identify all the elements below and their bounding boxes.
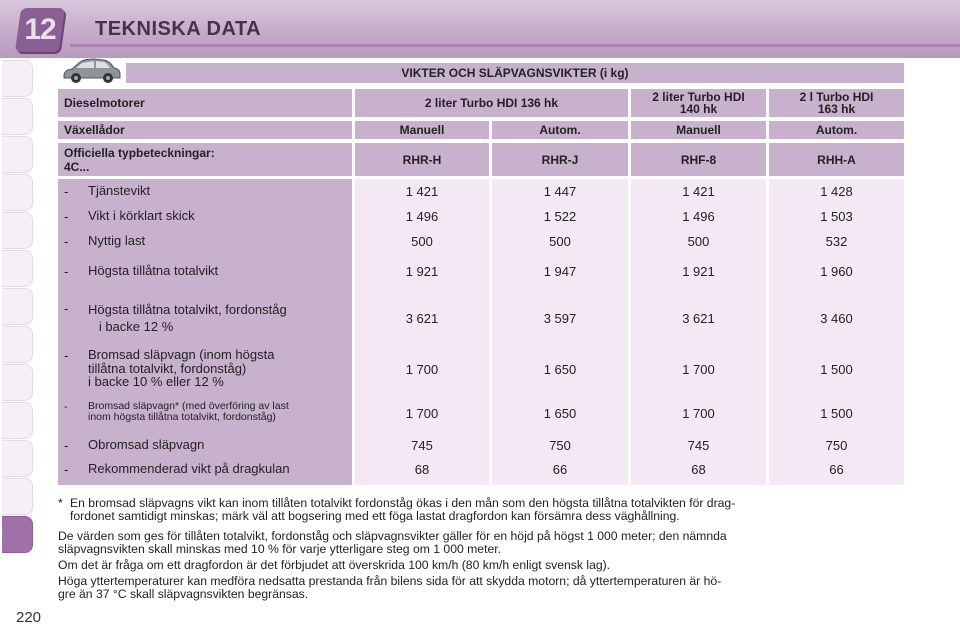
row-value: 3 621	[682, 311, 715, 326]
row-value: 750	[549, 438, 571, 453]
row-value: 3 597	[543, 311, 577, 326]
row-value: 1 650	[543, 362, 577, 377]
chapter-tabs	[0, 58, 40, 618]
row-label: Högsta tillåtna totalvikt	[88, 263, 219, 278]
row-value: 1 500	[820, 406, 853, 421]
engine-row	[58, 89, 904, 117]
gearbox-col: Autom.	[492, 121, 628, 139]
row-value: 1 496	[682, 209, 715, 224]
row-value: 1 447	[543, 184, 577, 199]
note-paragraph: Om det är fråga om ett dragfordon är det förbjudet att överskrida 100 km/h (80 km/h enligt svensk lag).	[58, 558, 611, 572]
chapter-tab[interactable]	[2, 250, 33, 287]
row-value: 500	[411, 234, 433, 249]
car-icon	[60, 56, 122, 86]
row-label: Högsta tillåtna totalvikt, fordonståg i backe 12 %	[88, 302, 287, 334]
row-value: 3 460	[820, 311, 853, 326]
row-label: Bromsad släpvagn (inom högsta tillåtna totalvikt, fordonståg) i backe 10 % eller 12 %	[88, 347, 275, 389]
chapter-tab[interactable]	[2, 212, 33, 249]
footnote-star: *	[58, 496, 63, 510]
row-value: 750	[825, 438, 848, 453]
chapter-tab[interactable]	[2, 98, 33, 135]
chapter-tab[interactable]	[2, 174, 33, 211]
row-label: Nyttig last	[88, 233, 146, 248]
gearbox-label: Växellådor	[58, 121, 352, 139]
row-value: 1 700	[682, 406, 715, 421]
chapter-tab[interactable]	[2, 478, 33, 515]
type-col: RHF-8	[631, 143, 766, 176]
page-header	[0, 0, 960, 58]
engine-col: 2 l Turbo HDI 163 hk	[769, 89, 904, 117]
row-label: Vikt i körklart skick	[88, 208, 195, 223]
header-divider	[70, 44, 960, 47]
row-value: 500	[687, 234, 710, 249]
row-value: 532	[825, 234, 848, 249]
row-value: 1 522	[543, 209, 577, 224]
row-value: 1 503	[820, 209, 853, 224]
footnote-text: En bromsad släpvagns vikt kan inom tillåten totalvikt fordonståg ökas i den mån som den högsta tillåtna totalvikten för drag- fordonet samtidigt minskas; märk väl att bogsering med ett föga lastat dragfordon kan försämra dess väghållning.	[70, 496, 736, 523]
type-col: RHR-J	[492, 143, 628, 176]
row-value: 1 421	[682, 184, 715, 199]
chapter-tab[interactable]	[2, 288, 33, 325]
footnote	[58, 497, 908, 523]
engine-label: Dieselmotorer	[58, 89, 352, 117]
chapter-tab[interactable]	[2, 326, 33, 363]
row-value: 1 500	[820, 362, 853, 377]
type-col: RHR-H	[355, 143, 489, 176]
row-value: 68	[691, 462, 706, 477]
row-label: Tjänstevikt	[88, 183, 151, 198]
gearbox-col: Manuell	[355, 121, 489, 139]
chapter-tab[interactable]	[2, 440, 33, 477]
chapter-number: 12	[24, 13, 56, 46]
row-value: 1 921	[682, 264, 715, 279]
row-value: 1 700	[682, 362, 715, 377]
row-value: 1 700	[405, 406, 439, 421]
chapter-tab[interactable]	[2, 136, 33, 173]
gearbox-col: Manuell	[631, 121, 766, 139]
chapter-tab[interactable]	[2, 60, 33, 97]
note-paragraph: Höga yttertemperaturer kan medföra nedsatta prestanda från bilens sida för att skydda motorn; då yttertemperaturen är hö- gre än 37 °C skall släpvagnsvikten begränsas.	[58, 574, 722, 601]
row-value: 1 960	[820, 264, 853, 279]
engine-col: 2 liter Turbo HDI 136 hk	[355, 89, 628, 117]
row-value: 1 650	[543, 406, 577, 421]
chapter-tab[interactable]	[2, 364, 33, 401]
chapter-tab[interactable]	[2, 402, 33, 439]
row-value: 745	[687, 438, 710, 453]
chapter-badge	[15, 8, 65, 52]
row-label: Rekommenderad vikt på dragkulan	[88, 461, 290, 476]
row-value: 1 947	[543, 264, 577, 279]
type-col: RHH-A	[769, 143, 904, 176]
row-value: 1 421	[405, 184, 439, 199]
table-title: VIKTER OCH SLÄPVAGNSVIKTER (i kg)	[126, 63, 904, 83]
row-value: 1 700	[405, 362, 439, 377]
row-value: 500	[549, 234, 571, 249]
gearbox-row	[58, 121, 904, 139]
gearbox-col: Autom.	[769, 121, 904, 139]
row-value: 3 621	[405, 311, 439, 326]
type-row	[58, 143, 904, 176]
row-value: 66	[829, 462, 844, 477]
note-paragraph: De värden som ges för tillåten totalvikt, fordonståg och släpvagnsvikter gäller för en höjd på högst 1 000 meter; den nämnda släpvagnsvikten skall minskas med 10 % för varje ytterligare steg om 1 000 meter.	[58, 529, 727, 556]
row-value: 1 496	[405, 209, 439, 224]
engine-col: 2 liter Turbo HDI 140 hk	[631, 89, 766, 117]
row-value: 745	[411, 438, 433, 453]
row-value: 1 921	[405, 264, 439, 279]
chapter-tab-active[interactable]	[2, 516, 33, 553]
row-value: 66	[552, 462, 568, 477]
row-value: 68	[414, 462, 430, 477]
page-number: 220	[16, 609, 42, 626]
row-value: 1 428	[820, 184, 853, 199]
page-title: TEKNISKA DATA	[95, 18, 262, 40]
row-label: Obromsad släpvagn	[88, 437, 205, 452]
row-label: Bromsad släpvagn* (med överföring av last inom högsta tillåtna totalvikt, fordonståg)	[88, 400, 289, 423]
type-label: Officiella typbeteckningar: 4C...	[58, 143, 352, 176]
